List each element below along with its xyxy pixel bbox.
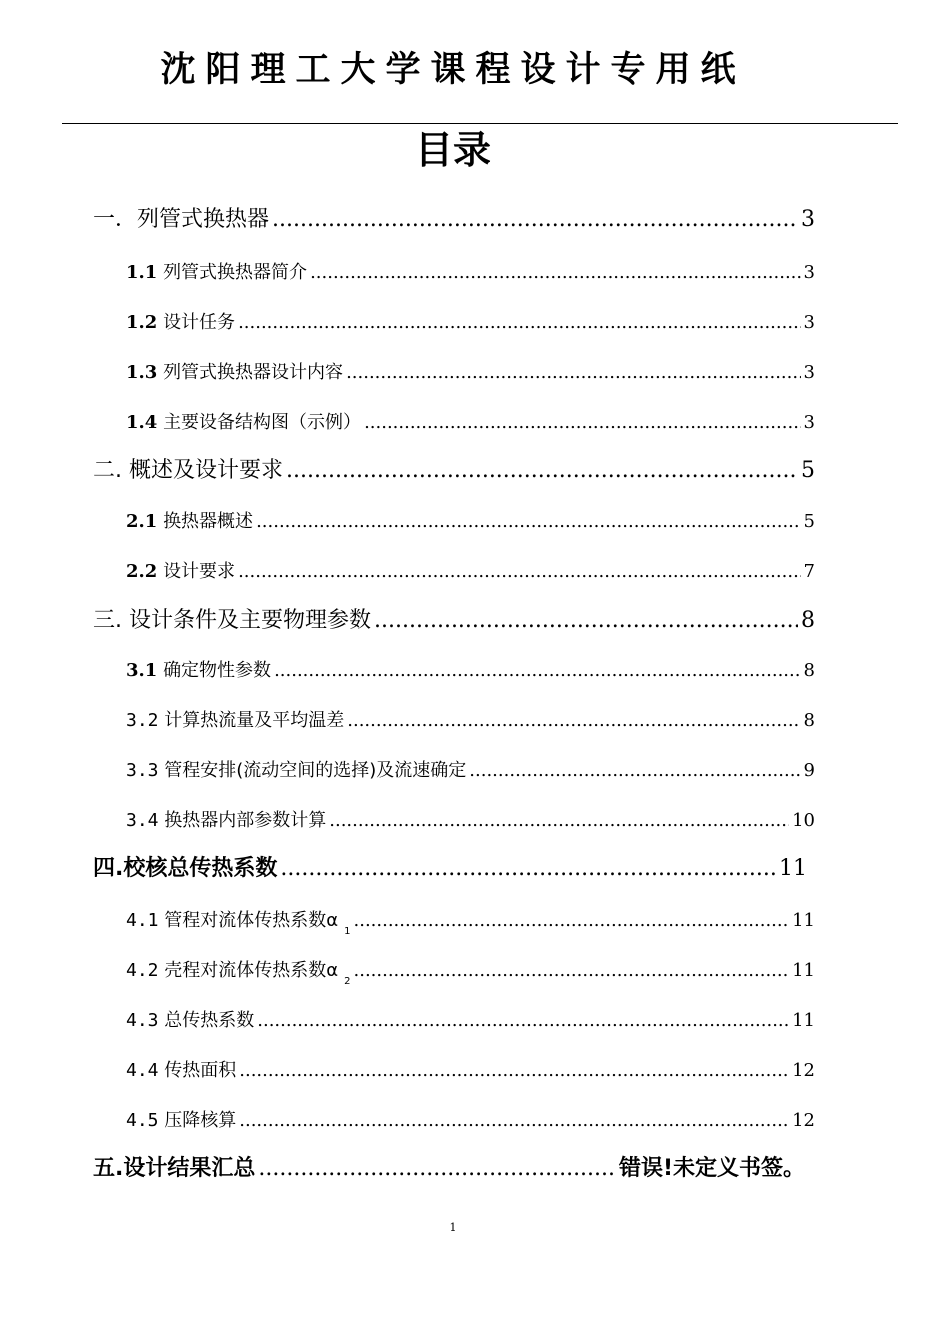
subscript: 1 [344,926,351,937]
toc-entry-3-2[interactable] [126,706,815,732]
leader-dots [239,1060,789,1081]
toc-entry-page: 7 [803,561,815,582]
leader-dots [469,760,800,781]
toc-entry-text: 换热器内部参数计算 [164,810,327,831]
toc-entry-text: 校核总传热系数 [123,856,278,881]
toc-entry-page: 3 [801,207,815,232]
toc-entry-page: 8 [801,608,815,633]
toc-entry-number: 4.4 [126,1060,159,1081]
toc-entry-page: 3 [803,262,815,283]
subscript: 2 [344,976,351,987]
toc-entry-text: 设计结果汇总 [123,1156,256,1181]
leader-dots [274,660,800,681]
toc-entry-number: 3.2 [126,710,159,731]
toc-entry-3[interactable] [93,603,815,634]
toc-entry-text: 换热器概述 [163,511,254,532]
toc-entry-number: 三. [93,608,122,633]
document-header-title: 沈阳理工大学课程设计专用纸 [160,50,746,90]
toc-entry-page: 10 [792,810,815,831]
toc-entry-number: 4.3 [126,1010,159,1031]
toc-entry-number: 2.1 [126,511,158,532]
toc-entry-4[interactable] [93,851,807,882]
toc-entry-number: 一． [93,207,138,232]
toc-entry-page: 5 [801,458,815,483]
toc-entry-page: 11 [792,1010,815,1031]
leader-dots [238,561,800,582]
toc-entry-number: 1.4 [126,412,158,433]
toc-entry-page: 11 [792,910,815,931]
toc-entry-5[interactable] [93,1151,805,1182]
toc-entry-text: 传热面积 [164,1060,237,1081]
toc-entry-number: 4.5 [126,1110,159,1131]
toc-entry-number: 五. [93,1156,124,1181]
leader-dots [346,362,800,383]
toc-entry-4-3[interactable] [126,1006,815,1032]
leader-dots [238,312,800,333]
toc-entry-2[interactable] [93,453,815,484]
toc-entry-text: 列管式换热器 [137,207,270,232]
toc-entry-3-1[interactable] [126,656,815,682]
toc-entry-text: 设计条件及主要物理参数 [129,608,372,633]
toc-entry-page: 8 [803,660,815,681]
toc-entry-number: 2.2 [126,561,158,582]
leader-dots [347,710,800,731]
leader-dots [239,1110,789,1131]
toc-entry-number: 1.1 [126,262,158,283]
toc-entry-page: 5 [803,511,815,532]
toc-entry-number: 四. [93,856,124,881]
leader-dots [286,458,798,483]
toc-entry-page: 11 [792,960,815,981]
toc-entry-text: 确定物性参数 [163,660,272,681]
toc-entry-text: 管程安排(流动空间的选择)及流速确定 [164,760,467,781]
toc-entry-number: 1.3 [126,362,158,383]
leader-dots [256,511,800,532]
toc-entry-page: 3 [803,412,815,433]
toc-entry-page: 12 [792,1110,815,1131]
leader-dots [280,856,776,881]
toc-entry-page-error: 错误!未定义书签。 [618,1156,805,1181]
toc-entry-text: 管程对流体传热系数α [164,910,339,931]
toc-entry-4-4[interactable] [126,1056,815,1082]
toc-entry-page: 3 [803,362,815,383]
toc-entry-4-2[interactable] [126,956,815,987]
leader-dots [374,608,798,633]
toc-entry-1[interactable] [93,202,815,233]
toc-entry-number: 4.1 [126,910,159,931]
toc-entry-3-3[interactable] [126,756,815,782]
toc-title: 目录 [414,128,491,172]
toc-entry-text: 概述及设计要求 [129,458,284,483]
toc-entry-1-2[interactable] [126,308,815,334]
leader-dots [258,1156,616,1181]
toc-entry-page: 3 [803,312,815,333]
toc-entry-text: 计算热流量及平均温差 [164,710,345,731]
toc-entry-page: 8 [803,710,815,731]
toc-entry-text: 设计任务 [163,312,236,333]
leader-dots [257,1010,789,1031]
leader-dots [272,207,798,232]
toc-entry-page: 12 [792,1060,815,1081]
toc-entry-2-1[interactable] [126,507,815,533]
toc-entry-3-4[interactable] [126,806,815,832]
leader-dots [329,810,789,831]
leader-dots [364,412,800,433]
toc-entry-4-1[interactable] [126,906,815,937]
toc-entry-text: 壳程对流体传热系数α [164,960,339,981]
toc-entry-2-2[interactable] [126,557,815,583]
leader-dots [354,910,790,931]
toc-entry-text: 压降核算 [164,1110,237,1131]
page-number: 1 [449,1221,457,1234]
toc-entry-number: 二. [93,458,122,483]
toc-entry-text: 设计要求 [163,561,236,582]
toc-entry-4-5[interactable] [126,1106,815,1132]
toc-entry-text: 主要设备结构图（示例） [163,412,362,433]
leader-dots [354,960,790,981]
toc-entry-number: 3.4 [126,810,159,831]
toc-entry-page: 9 [803,760,815,781]
toc-entry-number: 1.2 [126,312,158,333]
toc-entry-text: 列管式换热器简介 [163,262,308,283]
toc-entry-text: 总传热系数 [164,1010,255,1031]
toc-entry-text: 列管式换热器设计内容 [163,362,344,383]
toc-entry-number: 4.2 [126,960,159,981]
toc-entry-number: 3.3 [126,760,159,781]
toc-entry-1-3[interactable] [126,358,815,384]
toc-entry-page: 11 [779,856,807,881]
toc-entry-1-1[interactable] [126,258,815,284]
toc-entry-number: 3.1 [126,660,158,681]
toc-entry-1-4[interactable] [126,408,815,434]
leader-dots [310,262,800,283]
